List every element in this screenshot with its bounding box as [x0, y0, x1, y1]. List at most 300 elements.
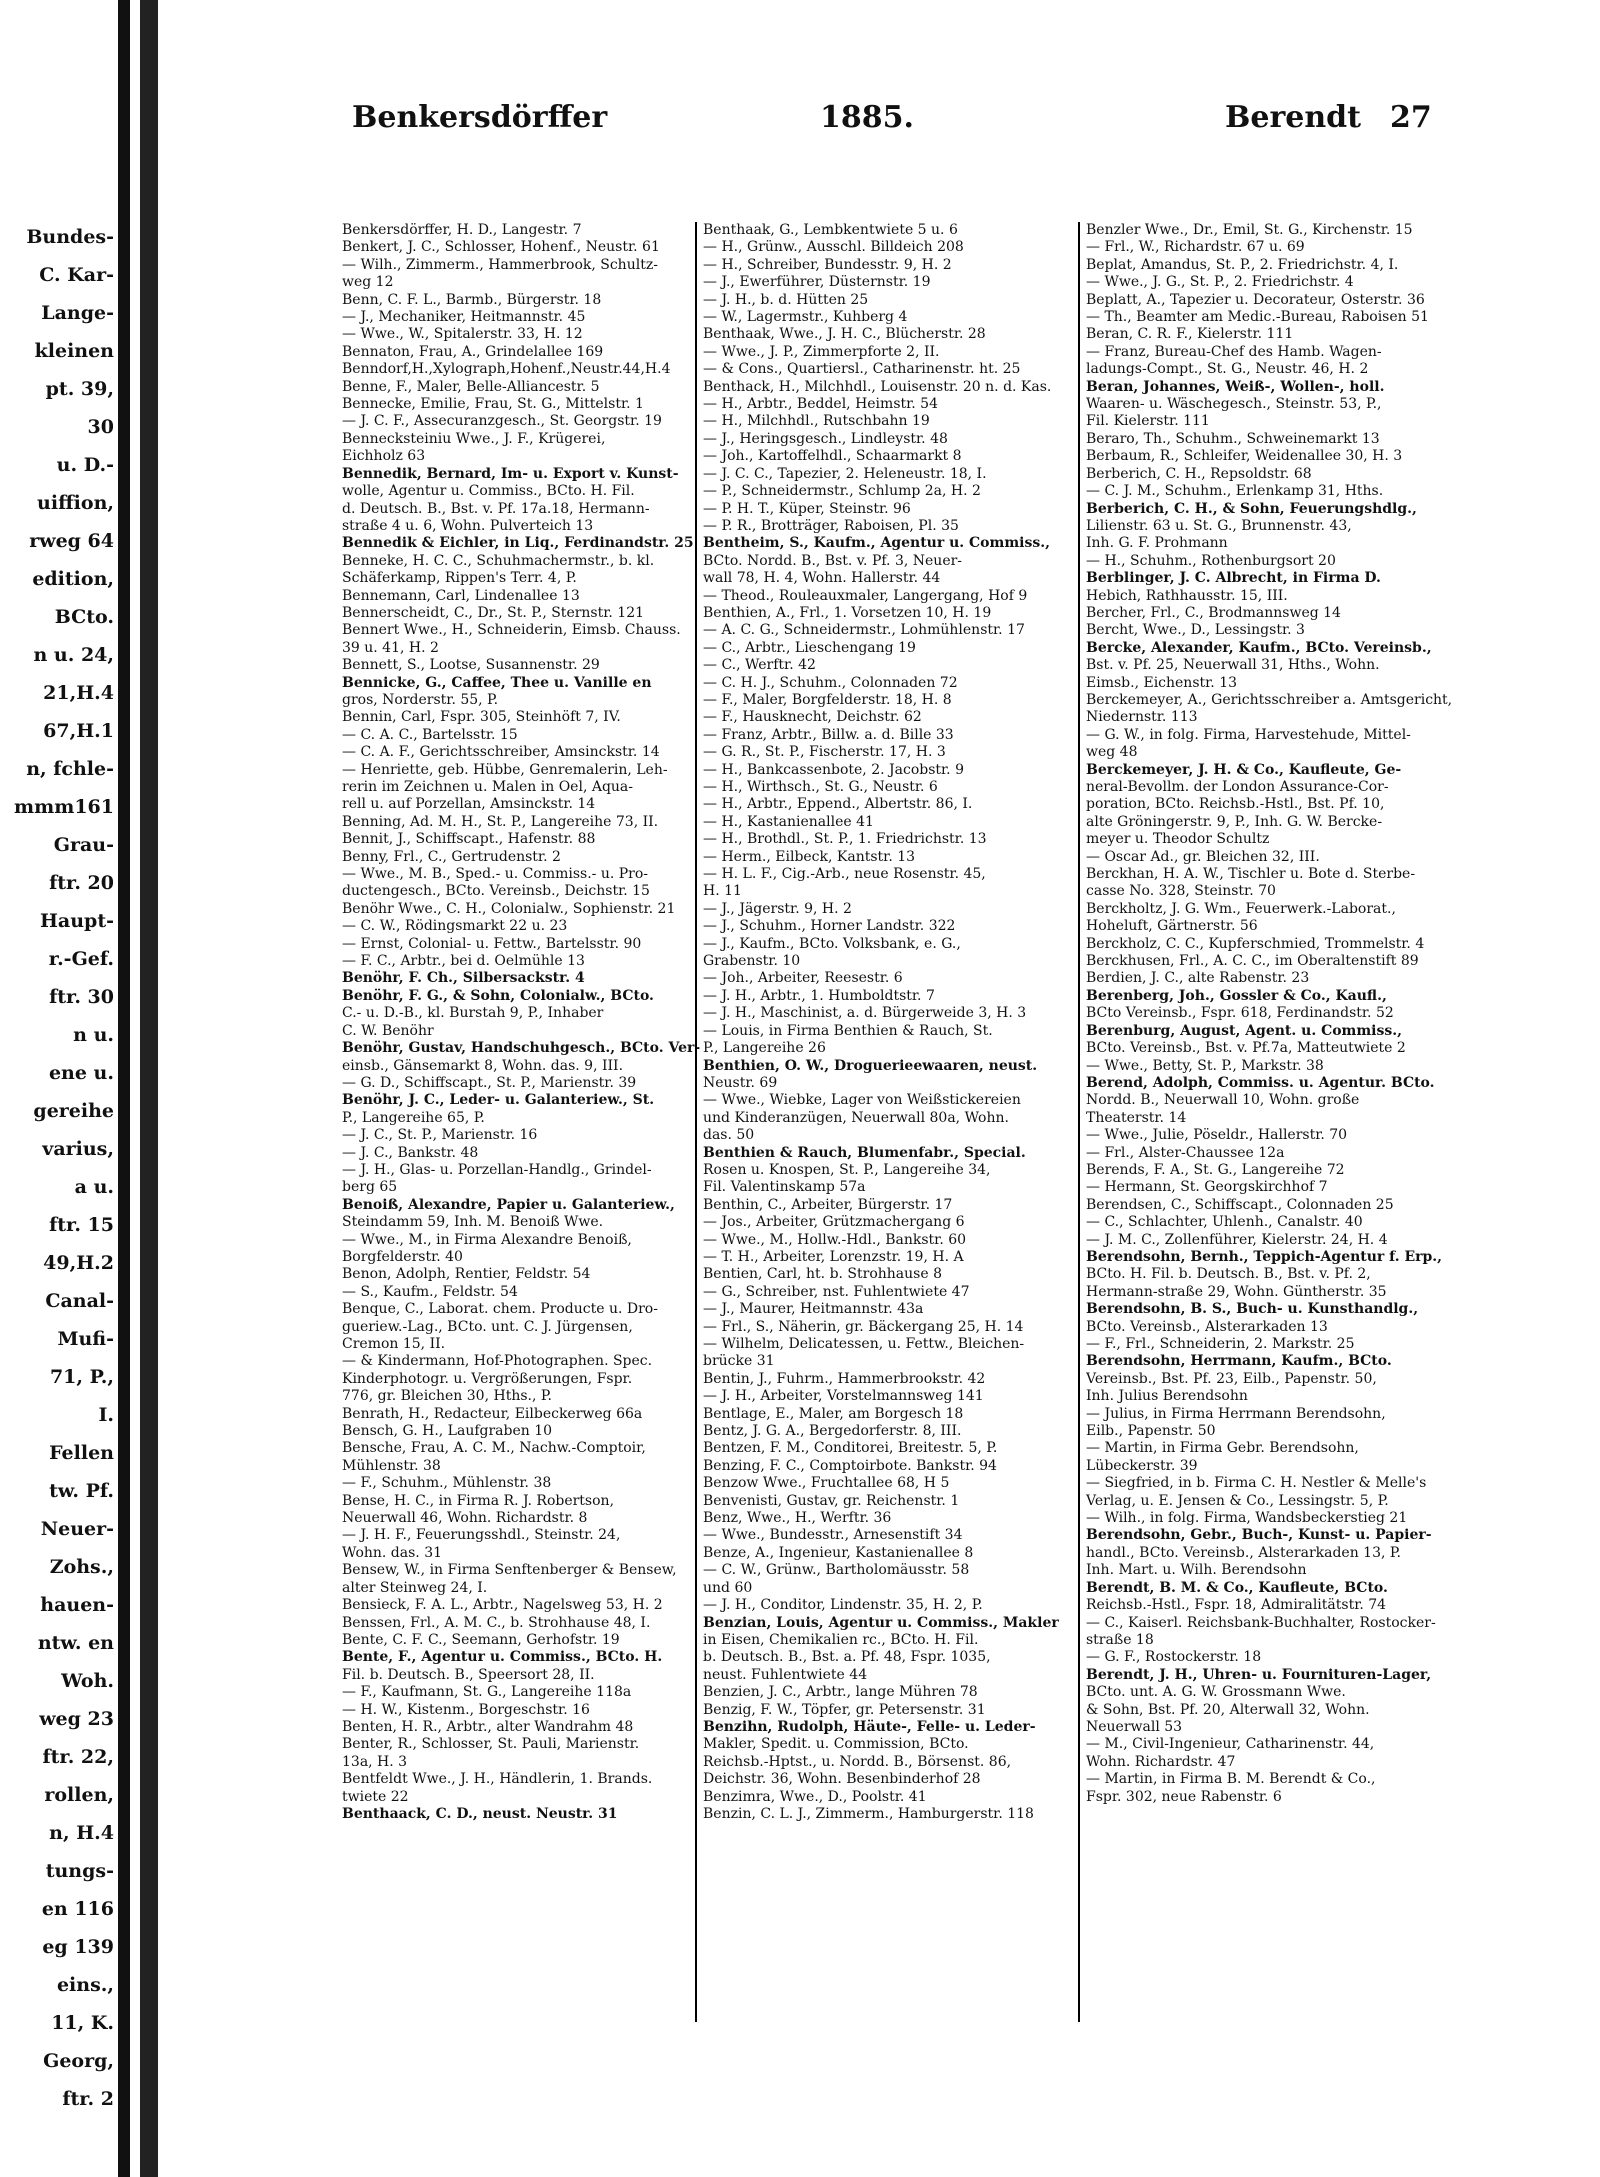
directory-entry: — A. C. G., Schneidermstr., Lohmühlenstr. 17 — [703, 622, 1025, 639]
directory-entry: Deichstr. 36, Wohn. Besenbinderhof 28 — [703, 1771, 981, 1788]
directory-entry: — W., Lagermstr., Kuhberg 4 — [703, 309, 908, 326]
directory-entry: — Jos., Arbeiter, Grützmachergang 6 — [703, 1214, 965, 1231]
directory-entry: brücke 31 — [703, 1353, 775, 1370]
directory-entry: Benten, H. R., Arbtr., alter Wandrahm 48 — [342, 1718, 634, 1735]
directory-entry: und Kinderanzügen, Neuerwall 80a, Wohn. — [703, 1109, 1009, 1126]
previous-page-fragment: weg 23 — [39, 1708, 114, 1730]
header-right-catchword: Berendt — [1225, 100, 1361, 135]
previous-page-fragment: Haupt- — [39, 910, 114, 932]
directory-entry: Benssen, Frl., A. M. C., b. Strohhause 48, I. — [342, 1614, 651, 1631]
directory-entry: Eichholz 63 — [342, 448, 426, 465]
directory-entry: Benzow Wwe., Fruchtallee 68, H 5 — [703, 1475, 950, 1492]
directory-entry: Wohn. das. 31 — [342, 1544, 443, 1561]
previous-page-fragment: n u. 24, — [33, 644, 114, 666]
directory-entry: Bennedik, Bernard, Im- u. Export v. Kunst- — [342, 465, 679, 482]
previous-page-fragment: eins., — [56, 1974, 114, 1996]
directory-entry: Benvenisti, Gustav, gr. Reichenstr. 1 — [703, 1492, 960, 1509]
directory-entry: Rosen u. Knospen, St. P., Langereihe 34, — [703, 1161, 991, 1178]
previous-page-fragment: ftr. 22, — [42, 1746, 114, 1768]
directory-entry: 13a, H. 3 — [342, 1753, 408, 1770]
directory-entry: — Wwe., J. G., St. P., 2. Friedrichstr. 4 — [1086, 274, 1354, 291]
previous-page-fragment: BCto. — [54, 606, 114, 628]
directory-entry: Fil. Kielerstr. 111 — [1086, 413, 1210, 430]
directory-entry: Bennaton, Frau, A., Grindelallee 169 — [342, 343, 604, 360]
directory-entry: — J. H., Maschinist, a. d. Bürgerweide 3, H. 3 — [703, 1005, 1027, 1022]
directory-entry: Fil. Valentinskamp 57a — [703, 1179, 866, 1196]
directory-entry: — C., Werftr. 42 — [703, 657, 816, 674]
directory-entry: weg 48 — [1086, 744, 1138, 761]
previous-page-fragment: ftr. 20 — [49, 872, 114, 894]
directory-entry: Reichsb.-Hstl., Fspr. 18, Admiralitätstr. 74 — [1086, 1597, 1387, 1614]
directory-entry: gros, Norderstr. 55, P. — [342, 691, 499, 708]
directory-entry: BCto Vereinsb., Fspr. 618, Ferdinandstr. 52 — [1086, 1005, 1394, 1022]
previous-page-fragment: Georg, — [43, 2050, 114, 2072]
directory-entry: Theaterstr. 14 — [1086, 1109, 1187, 1126]
directory-entry: — Wwe., M. B., Sped.- u. Commiss.- u. Pro- — [342, 866, 649, 883]
directory-entry: Benthaak, G., Lembkentwiete 5 u. 6 — [703, 222, 958, 238]
previous-page-fragment: eg 139 — [42, 1936, 114, 1958]
directory-entry: Bentfeldt Wwe., J. H., Händlerin, 1. Brands. — [342, 1771, 653, 1788]
directory-entry: ductengesch., BCto. Vereinsb., Deichstr. 15 — [342, 883, 650, 900]
previous-page-fragment: 71, P., — [49, 1366, 114, 1388]
directory-entry: straße 4 u. 6, Wohn. Pulverteich 13 — [342, 517, 594, 534]
directory-entry: Benzler Wwe., Dr., Emil, St. G., Kirchenstr. 15 — [1086, 222, 1413, 238]
directory-entry: Benöhr, F. Ch., Silbersackstr. 4 — [342, 970, 585, 987]
directory-entry: P., Langereihe 65, P. — [342, 1109, 485, 1126]
previous-page-fragment: Woh. — [61, 1670, 114, 1692]
directory-entry: — C. W., Grünw., Bartholomäusstr. 58 — [703, 1562, 970, 1579]
directory-entry: Benze, A., Ingenieur, Kastanienallee 8 — [703, 1544, 974, 1561]
directory-entry: — T. H., Arbeiter, Lorenzstr. 19, H. A — [703, 1248, 964, 1265]
directory-entry: Benning, Ad. M. H., St. P., Langereihe 73, II. — [342, 813, 659, 830]
directory-entry: Bente, C. F. C., Seemann, Gerhofstr. 19 — [342, 1631, 620, 1648]
directory-entry: — M., Civil-Ingenieur, Catharinenstr. 44, — [1086, 1736, 1375, 1753]
directory-entry: Benz, Wwe., H., Werftr. 36 — [703, 1510, 892, 1527]
directory-entry: berg 65 — [342, 1179, 398, 1196]
directory-entry: — G. D., Schiffscapt., St. P., Marienstr. 39 — [342, 1074, 637, 1091]
directory-entry: Berend, Adolph, Commiss. u. Agentur. BCto. — [1086, 1074, 1435, 1091]
directory-entry: Bennecksteiniu Wwe., J. F., Krügerei, — [342, 430, 606, 447]
directory-entry: — Martin, in Firma Gebr. Berendsohn, — [1086, 1440, 1359, 1457]
directory-entry: Berckholz, C. C., Kupferschmied, Trommelstr. 4 — [1086, 935, 1425, 952]
directory-entry: Benöhr Wwe., C. H., Colonialw., Sophienstr. 21 — [342, 900, 676, 917]
directory-entry: Grabenstr. 10 — [703, 953, 801, 970]
directory-entry: Benzin, C. L. J., Zimmerm., Hamburgerstr. 118 — [703, 1805, 1034, 1822]
previous-page-fragment: rweg 64 — [29, 530, 114, 552]
directory-entry: — Wwe., M., in Firma Alexandre Benoiß, — [342, 1231, 632, 1248]
directory-entry: Benzihn, Rudolph, Häute-, Felle- u. Leder- — [703, 1718, 1036, 1735]
directory-column-right — [1078, 222, 1466, 2022]
directory-entry: Bennicke, G., Caffee, Thee u. Vanille en — [342, 674, 652, 691]
directory-entry: — Wwe., M., Hollw.-Hdl., Bankstr. 60 — [703, 1231, 967, 1248]
directory-entry: Bensieck, F. A. L., Arbtr., Nagelsweg 53, H. 2 — [342, 1597, 663, 1614]
directory-entry: Benzing, F. C., Comptoirbote. Bankstr. 94 — [703, 1457, 997, 1474]
directory-entry: — C. A. F., Gerichtsschreiber, Amsinckstr. 14 — [342, 744, 660, 761]
directory-entry: Benon, Adolph, Rentier, Feldstr. 54 — [342, 1266, 591, 1283]
directory-entry: b. Deutsch. B., Bst. a. Pf. 48, Fspr. 1035, — [703, 1649, 991, 1666]
directory-entry: — J. C., St. P., Marienstr. 16 — [342, 1127, 538, 1144]
previous-page-fragment: 11, K. — [51, 2012, 114, 2034]
directory-entry: Berendsen, C., Schiffscapt., Colonnaden 25 — [1086, 1196, 1394, 1213]
directory-entry: Benter, R., Schlosser, St. Pauli, Marienstr. — [342, 1736, 640, 1753]
directory-entry: Bentzen, F. M., Conditorei, Breitestr. 5, P. — [703, 1440, 998, 1457]
directory-entry: Benthaack, C. D., neust. Neustr. 31 — [342, 1805, 618, 1822]
directory-entry: Vereinsb., Bst. Pf. 23, Eilb., Papenstr. 50, — [1086, 1370, 1377, 1387]
directory-entry: — Theod., Rouleauxmaler, Langergang, Hof 9 — [703, 587, 1028, 604]
directory-entry: — H., Schuhm., Rothenburgsort 20 — [1086, 552, 1336, 569]
directory-entry: — Wilh., in folg. Firma, Wandsbeckerstieg 21 — [1086, 1510, 1408, 1527]
previous-page-fragment: varius, — [42, 1138, 114, 1160]
previous-page-fragment: uiffion, — [37, 492, 114, 514]
directory-entry: Hoheluft, Gärtnerstr. 56 — [1086, 918, 1258, 935]
directory-entry: — & Cons., Quartiersl., Catharinenstr. ht. 25 — [703, 361, 1021, 378]
previous-page-fragment: ftr. 30 — [49, 986, 114, 1008]
directory-entry: — P. H. T., Küper, Steinstr. 96 — [703, 500, 911, 517]
directory-entry: Bentheim, S., Kaufm., Agentur u. Commiss., — [703, 535, 1050, 552]
directory-entry: Eilb., Papenstr. 50 — [1086, 1423, 1216, 1440]
directory-entry: Benzian, Louis, Agentur u. Commiss., Makler — [703, 1614, 1059, 1631]
directory-entry: C.- u. D.-B., kl. Burstah 9, P., Inhaber — [342, 1005, 604, 1022]
directory-entry: Neustr. 69 — [703, 1074, 778, 1091]
directory-entry: Bercke, Alexander, Kaufm., BCto. Vereinsb., — [1086, 639, 1432, 656]
directory-entry: Berendt, J. H., Uhren- u. Fournituren-Lager, — [1086, 1666, 1432, 1683]
directory-entry: Berberich, C. H., & Sohn, Feuerungshdlg., — [1086, 500, 1417, 517]
directory-entry: Benöhr, Gustav, Handschuhgesch., BCto. Ver- — [342, 1040, 701, 1057]
directory-entry: — H., Bankcassenbote, 2. Jacobstr. 9 — [703, 761, 964, 778]
directory-entry: Berckemeyer, A., Gerichtsschreiber a. Amtsgericht, — [1086, 691, 1453, 708]
directory-entry: Bennedik & Eichler, in Liq., Ferdinandstr. 25 — [342, 535, 694, 552]
directory-entry: — S., Kaufm., Feldstr. 54 — [342, 1283, 518, 1300]
directory-entry: Beran, Johannes, Weiß-, Wollen-, holl. — [1086, 378, 1385, 395]
directory-entry: — J. H., Arbtr., 1. Humboldtstr. 7 — [703, 987, 935, 1004]
directory-entry: Benzig, F. W., Töpfer, gr. Petersenstr. 31 — [703, 1701, 986, 1718]
directory-entry: — J. M. C., Zollenführer, Kielerstr. 24, H. 4 — [1086, 1231, 1388, 1248]
previous-page-fragment: Neuer- — [40, 1518, 114, 1540]
directory-entry: — H., Schreiber, Bundesstr. 9, H. 2 — [703, 256, 952, 273]
directory-entry: Bercht, Wwe., D., Lessingstr. 3 — [1086, 622, 1305, 639]
directory-entry: — Wwe., J. P., Zimmerpforte 2, II. — [703, 343, 940, 360]
directory-entry: — Wwe., Betty, St. P., Markstr. 38 — [1086, 1057, 1324, 1074]
directory-entry: Benöhr, J. C., Leder- u. Galanteriew., St. — [342, 1092, 655, 1109]
directory-entry: — Ernst, Colonial- u. Fettw., Bartelsstr. 90 — [342, 935, 642, 952]
directory-entry: — J., Heringsgesch., Lindleystr. 48 — [703, 430, 948, 447]
directory-entry: Bense, H. C., in Firma R. J. Robertson, — [342, 1492, 615, 1509]
previous-page-fragment: 21,H.4 — [43, 682, 114, 704]
directory-entry: rell u. auf Porzellan, Amsinckstr. 14 — [342, 796, 596, 813]
directory-entry: — J. C. F., Assecuranzgesch., St. Georgstr. 19 — [342, 413, 662, 430]
directory-entry: — Frl., S., Näherin, gr. Bäckergang 25, H. 14 — [703, 1318, 1024, 1335]
directory-entry: Berberich, C. H., Repsoldstr. 68 — [1086, 465, 1312, 482]
directory-entry: Berckholtz, J. G. Wm., Feuerwerk.-Laborat., — [1086, 900, 1396, 917]
directory-entry: — C. J. M., Schuhm., Erlenkamp 31, Hths. — [1086, 483, 1384, 500]
previous-page-fragment: 30 — [87, 416, 114, 438]
directory-entry: — H. W., Kistenm., Borgeschstr. 16 — [342, 1701, 590, 1718]
previous-page-fragment: Mufi- — [57, 1328, 114, 1350]
directory-entry: — Frl., Alster-Chaussee 12a — [1086, 1144, 1285, 1161]
directory-entry: — J., Kaufm., BCto. Volksbank, e. G., — [703, 935, 961, 952]
previous-page-fragment: gereihe — [33, 1100, 114, 1122]
directory-entry: — J., Jägerstr. 9, H. 2 — [703, 900, 852, 917]
directory-entry: — J., Ewerführer, Düsternstr. 19 — [703, 274, 931, 291]
directory-entry: Berenburg, August, Agent. u. Commiss., — [1086, 1022, 1403, 1039]
directory-entry: — Louis, in Firma Benthien & Rauch, St. — [703, 1022, 993, 1039]
directory-entry: Benoiß, Alexandre, Papier u. Galanteriew., — [342, 1196, 675, 1213]
directory-entry: Benthack, H., Milchhdl., Louisenstr. 20 n. d. Kas. — [703, 378, 1052, 395]
directory-entry: H. 11 — [703, 883, 742, 900]
previous-page-fragment: C. Kar- — [39, 264, 114, 286]
directory-entry: meyer u. Theodor Schultz — [1086, 831, 1270, 848]
directory-entry: straße 18 — [1086, 1631, 1154, 1648]
directory-entry: Benthien, O. W., Droguerieewaaren, neust. — [703, 1057, 1038, 1074]
previous-page-fragment: Canal- — [45, 1290, 114, 1312]
previous-page-fragment: edition, — [32, 568, 114, 590]
directory-entry: — H., Arbtr., Eppend., Albertstr. 86, I. — [703, 796, 973, 813]
directory-entry: Inh. Mart. u. Wilh. Berendsohn — [1086, 1562, 1307, 1579]
directory-entry: — H., Kastanienallee 41 — [703, 813, 874, 830]
directory-entry: Benrath, H., Redacteur, Eilbeckerweg 66a — [342, 1405, 643, 1422]
previous-page-fragment: Fellen — [49, 1442, 114, 1464]
directory-entry: Benthaak, Wwe., J. H. C., Blücherstr. 28 — [703, 326, 986, 343]
directory-entry: Bensche, Frau, A. C. M., Nachw.-Comptoir, — [342, 1440, 646, 1457]
directory-entry: — C. A. C., Bartelsstr. 15 — [342, 726, 518, 743]
directory-entry: — Franz, Bureau-Chef des Hamb. Wagen- — [1086, 343, 1382, 360]
directory-entry: Benny, Frl., C., Gertrudenstr. 2 — [342, 848, 561, 865]
directory-entry: 39 u. 41, H. 2 — [342, 639, 439, 656]
directory-entry: Beplatt, A., Tapezier u. Decorateur, Osterstr. 36 — [1086, 291, 1425, 308]
directory-entry: neral-Bevollm. der London Assurance-Cor- — [1086, 779, 1389, 795]
directory-entry: Benkersdörffer, H. D., Langestr. 7 — [342, 222, 582, 238]
directory-entry: — C. H. J., Schuhm., Colonnaden 72 — [703, 674, 958, 691]
directory-entry: poration, BCto. Reichsb.-Hstl., Bst. Pf. 10, — [1086, 796, 1385, 813]
previous-page-fragment: Lange- — [41, 302, 114, 324]
directory-entry: Benneke, H. C. C., Schuhmachermstr., b. kl. — [342, 552, 655, 569]
directory-entry: Berendsohn, B. S., Buch- u. Kunsthandlg., — [1086, 1301, 1419, 1318]
directory-entry: — F. C., Arbtr., bei d. Oelmühle 13 — [342, 953, 585, 970]
directory-entry: Waaren- u. Wäschegesch., Steinstr. 53, P., — [1086, 396, 1382, 413]
directory-entry: handl., BCto. Vereinsb., Alsterarkaden 13, P. — [1086, 1544, 1401, 1561]
directory-entry: Bentz, J. G. A., Bergedorferstr. 8, III. — [703, 1423, 962, 1440]
directory-entry: Berendt, B. M. & Co., Kaufleute, BCto. — [1086, 1579, 1388, 1596]
directory-entry: — C., Kaiserl. Reichsbank-Buchhalter, Rostocker- — [1086, 1614, 1436, 1631]
previous-page-fragment: Grau- — [53, 834, 114, 856]
previous-page-fragment: ftr. 15 — [49, 1214, 114, 1236]
directory-entry: Bennecke, Emilie, Frau, St. G., Mittelstr. 1 — [342, 396, 644, 413]
directory-entry: Benthien & Rauch, Blumenfabr., Special. — [703, 1144, 1026, 1161]
directory-entry: — Oscar Ad., gr. Bleichen 32, III. — [1086, 848, 1320, 865]
directory-entry: — J., Maurer, Heitmannstr. 43a — [703, 1301, 924, 1318]
directory-entry: Benkert, J. C., Schlosser, Hohenf., Neustr. 61 — [342, 239, 660, 256]
directory-entry: — H., Grünw., Ausschl. Billdeich 208 — [703, 239, 964, 256]
directory-entry: — Wwe., Julie, Pöseldr., Hallerstr. 70 — [1086, 1127, 1348, 1144]
directory-entry: Beplat, Amandus, St. P., 2. Friedrichstr. 4, I. — [1086, 256, 1399, 273]
directory-entry: Bst. v. Pf. 25, Neuerwall 31, Hths., Wohn. — [1086, 657, 1380, 674]
previous-page-fragment: mmm161 — [14, 796, 114, 818]
previous-page-fragment: ene u. — [48, 1062, 114, 1084]
directory-entry: und 60 — [703, 1579, 753, 1596]
directory-entry: — Th., Beamter am Medic.-Bureau, Raboisen 51 — [1086, 309, 1429, 326]
directory-entry: neust. Fuhlentwiete 44 — [703, 1666, 868, 1683]
directory-entry: casse No. 328, Steinstr. 70 — [1086, 883, 1276, 900]
directory-entry: — Wilhelm, Delicatessen, u. Fettw., Bleichen- — [703, 1336, 1025, 1352]
previous-page-fragment: en 116 — [41, 1898, 114, 1920]
directory-entry: — G. F., Rostockerstr. 18 — [1086, 1649, 1262, 1666]
directory-entry: — J., Schuhm., Horner Landstr. 322 — [703, 918, 956, 935]
directory-entry: — Wilh., Zimmerm., Hammerbrook, Schultz- — [342, 256, 658, 273]
directory-entry: — H., Wirthsch., St. G., Neustr. 6 — [703, 779, 938, 795]
directory-entry: Benndorf,H.,Xylograph,Hohenf.,Neustr.44,H.4 — [342, 361, 671, 378]
directory-entry: BCto. Vereinsb., Bst. v. Pf.7a, Matteutwiete 2 — [1086, 1040, 1406, 1057]
directory-entry: wolle, Agentur u. Commiss., BCto. H. Fil. — [342, 483, 635, 500]
previous-page-fragment: n, fchle- — [26, 758, 114, 780]
directory-entry: Inh. Julius Berendsohn — [1086, 1388, 1248, 1405]
previous-page-fragment: tw. Pf. — [49, 1480, 114, 1502]
header-year: 1885. — [820, 100, 914, 135]
directory-entry: Bente, F., Agentur u. Commiss., BCto. H. — [342, 1649, 663, 1666]
directory-entry: BCto. Nordd. B., Bst. v. Pf. 3, Neuer- — [703, 552, 963, 569]
directory-entry: Niedernstr. 113 — [1086, 709, 1198, 726]
previous-page-fragment: ntw. en — [37, 1632, 114, 1654]
previous-page-fragment: I. — [98, 1404, 114, 1426]
directory-entry: — J. H., Conditor, Lindenstr. 35, H. 2, P. — [703, 1597, 983, 1614]
previous-page-fragment: a u. — [74, 1176, 114, 1198]
directory-entry: Neuerwall 46, Wohn. Richardstr. 8 — [342, 1510, 588, 1527]
directory-entry: Verlag, u. E. Jensen & Co., Lessingstr. 5, P. — [1086, 1492, 1389, 1509]
directory-entry: twiete 22 — [342, 1788, 409, 1805]
directory-entry: Lilienstr. 63 u. St. G., Brunnenstr. 43, — [1086, 517, 1352, 534]
directory-entry: — Martin, in Firma B. M. Berendt & Co., — [1086, 1771, 1376, 1788]
directory-entry: Bercher, Frl., C., Brodmannsweg 14 — [1086, 604, 1341, 621]
directory-entry: Berckhusen, Frl., A. C. C., im Oberaltenstift 89 — [1086, 953, 1419, 970]
previous-page-fragment: u. D.- — [56, 454, 114, 476]
directory-entry: — J., Mechaniker, Heitmannstr. 45 — [342, 309, 586, 326]
directory-entry: Schäferkamp, Rippen's Terr. 4, P. — [342, 570, 577, 587]
directory-entry: — Wwe., Wiebke, Lager von Weißstickereien — [703, 1092, 1021, 1109]
previous-page-fragment: n, H.4 — [49, 1822, 114, 1844]
directory-entry: — Wwe., Bundesstr., Arnesenstift 34 — [703, 1527, 963, 1544]
directory-entry: C. W. Benöhr — [342, 1022, 434, 1039]
page-number: 27 — [1390, 100, 1432, 135]
directory-entry: Borgfelderstr. 40 — [342, 1248, 463, 1265]
previous-page-fragment: r.-Gef. — [48, 948, 114, 970]
directory-entry: — F., Hausknecht, Deichstr. 62 — [703, 709, 922, 726]
directory-entry: — Joh., Kartoffelhdl., Schaarmarkt 8 — [703, 448, 962, 465]
directory-entry: Benn, C. F. L., Barmb., Bürgerstr. 18 — [342, 291, 602, 308]
directory-entry: BCto. H. Fil. b. Deutsch. B., Bst. v. Pf. 2, — [1086, 1266, 1371, 1283]
directory-entry: Bentin, J., Fuhrm., Hammerbrookstr. 42 — [703, 1370, 986, 1387]
directory-entry: Berckemeyer, J. H. & Co., Kaufleute, Ge- — [1086, 761, 1402, 778]
directory-entry: — G. R., St. P., Fischerstr. 17, H. 3 — [703, 744, 946, 761]
directory-entry: Benzien, J. C., Arbtr., lange Mühren 78 — [703, 1684, 978, 1701]
directory-entry: — H., Milchhdl., Rutschbahn 19 — [703, 413, 930, 430]
directory-entry: — Joh., Arbeiter, Reesestr. 6 — [703, 970, 903, 987]
directory-entry: — G. W., in folg. Firma, Harvestehude, Mittel- — [1086, 726, 1411, 743]
directory-entry: Bennert Wwe., H., Schneiderin, Eimsb. Chauss. — [342, 622, 681, 639]
previous-page-fragment: 49,H.2 — [43, 1252, 114, 1274]
directory-entry: — J. C., Bankstr. 48 — [342, 1144, 479, 1161]
directory-entry: — C. W., Rödingsmarkt 22 u. 23 — [342, 918, 568, 935]
directory-entry: Hebich, Rathhausstr. 15, III. — [1086, 587, 1288, 604]
directory-entry: — C., Schlachter, Uhlenh., Canalstr. 40 — [1086, 1214, 1363, 1231]
directory-entry: Steindamm 59, Inh. M. Benoiß Wwe. — [342, 1214, 604, 1231]
directory-entry: Berdien, J. C., alte Rabenstr. 23 — [1086, 970, 1310, 987]
directory-entry: — F., Kaufmann, St. G., Langereihe 118a — [342, 1684, 632, 1701]
directory-entry: Berends, F. A., St. G., Langereihe 72 — [1086, 1161, 1345, 1178]
directory-entry: gueriew.-Lag., BCto. unt. C. J. Jürgensen, — [342, 1318, 633, 1335]
header-left-catchword: Benkersdörffer — [352, 100, 608, 135]
directory-entry: Fspr. 302, neue Rabenstr. 6 — [1086, 1788, 1282, 1805]
previous-page-fragment: 67,H.1 — [43, 720, 114, 742]
directory-column-left — [342, 222, 742, 2022]
book-gutter — [118, 0, 158, 2177]
directory-entry: alte Gröningerstr. 9, P., Inh. G. W. Bercke- — [1086, 813, 1383, 830]
directory-entry: Berendsohn, Herrmann, Kaufm., BCto. — [1086, 1353, 1392, 1370]
previous-page-fragment: kleinen — [34, 340, 114, 362]
directory-entry: — J. H. F., Feuerungsshdl., Steinstr. 24, — [342, 1527, 621, 1544]
directory-entry: Bentien, Carl, ht. b. Strohhause 8 — [703, 1266, 942, 1283]
directory-column-middle — [695, 222, 1075, 2022]
directory-entry: Hermann-straße 29, Wohn. Güntherstr. 35 — [1086, 1283, 1387, 1300]
directory-entry: — F., Maler, Borgfelderstr. 18, H. 8 — [703, 691, 952, 708]
directory-entry: Eimsb., Eichenstr. 13 — [1086, 674, 1238, 691]
directory-entry: in Eisen, Chemikalien rc., BCto. H. Fil. — [703, 1631, 979, 1648]
directory-entry: — F., Schuhm., Mühlenstr. 38 — [342, 1475, 552, 1492]
directory-entry: weg 12 — [342, 274, 394, 291]
directory-entry: — C., Arbtr., Lieschengang 19 — [703, 639, 916, 656]
previous-page-fragment: Zohs., — [49, 1556, 114, 1578]
directory-entry: — J. H., b. d. Hütten 25 — [703, 291, 869, 308]
directory-entry: Inh. G. F. Prohmann — [1086, 535, 1228, 552]
directory-entry: — P. R., Brotträger, Raboisen, Pl. 35 — [703, 517, 959, 534]
directory-entry: — Herm., Eilbeck, Kantstr. 13 — [703, 848, 916, 865]
directory-entry: — J. H., Glas- u. Porzellan-Handlg., Grindel- — [342, 1161, 652, 1178]
directory-entry: Benque, C., Laborat. chem. Producte u. Dro- — [342, 1301, 658, 1318]
directory-entry: ladungs-Compt., St. G., Neustr. 46, H. 2 — [1086, 361, 1369, 378]
directory-entry: Wohn. Richardstr. 47 — [1086, 1753, 1236, 1770]
directory-entry: Berblinger, J. C. Albrecht, in Firma D. — [1086, 570, 1381, 587]
directory-entry: Bennemann, Carl, Lindenallee 13 — [342, 587, 580, 604]
directory-entry: Kinderphotogr. u. Vergrößerungen, Fspr. — [342, 1370, 633, 1387]
directory-entry: — H., Arbtr., Beddel, Heimstr. 54 — [703, 396, 938, 413]
directory-entry: — & Kindermann, Hof-Photographen. Spec. — [342, 1353, 653, 1370]
directory-entry: — Siegfried, in b. Firma C. H. Nestler & Melle's — [1086, 1475, 1427, 1492]
directory-entry: Mühlenstr. 38 — [342, 1457, 441, 1474]
directory-entry: Beraro, Th., Schuhm., Schweinemarkt 13 — [1086, 430, 1380, 447]
directory-entry: Bensew, W., in Firma Senftenberger & Bensew, — [342, 1562, 677, 1579]
previous-page-fragment: Bundes- — [26, 226, 114, 248]
directory-entry: Reichsb.-Hptst., u. Nordd. B., Börsenst. 86, — [703, 1753, 1012, 1770]
directory-entry: — J. H., Arbeiter, Vorstelmannsweg 141 — [703, 1388, 984, 1405]
directory-entry: — J. C. C., Tapezier, 2. Heleneustr. 18, I. — [703, 465, 987, 482]
directory-entry: 776, gr. Bleichen 30, Hths., P. — [342, 1388, 552, 1405]
directory-entry: alter Steinweg 24, I. — [342, 1579, 488, 1596]
previous-page-fragment: hauen- — [40, 1594, 114, 1616]
directory-entry: — Henriette, geb. Hübbe, Genremalerin, Leh- — [342, 761, 668, 778]
directory-entry: wall 78, H. 4, Wohn. Hallerstr. 44 — [703, 570, 941, 587]
directory-entry: Fil. b. Deutsch. B., Speersort 28, II. — [342, 1666, 595, 1683]
directory-entry: das. 50 — [703, 1127, 755, 1144]
directory-entry: — F., Frl., Schneiderin, 2. Markstr. 25 — [1086, 1336, 1355, 1352]
directory-entry: Berenberg, Joh., Gossler & Co., Kaufl., — [1086, 987, 1387, 1004]
directory-entry: Benthien, A., Frl., 1. Vorsetzen 10, H. 19 — [703, 604, 992, 621]
directory-entry: — H., Brothdl., St. P., 1. Friedrichstr. 13 — [703, 831, 987, 848]
directory-entry: — Julius, in Firma Herrmann Berendsohn, — [1086, 1405, 1386, 1422]
directory-entry: Benzimra, Wwe., D., Poolstr. 41 — [703, 1788, 927, 1805]
directory-entry: Berendsohn, Bernh., Teppich-Agentur f. Erp., — [1086, 1248, 1443, 1265]
directory-entry: Bennin, Carl, Fspr. 305, Steinhöft 7, IV. — [342, 709, 621, 726]
directory-entry: Neuerwall 53 — [1086, 1718, 1183, 1735]
directory-entry: Bennett, S., Lootse, Susannenstr. 29 — [342, 657, 600, 674]
directory-entry: Benthin, C., Arbeiter, Bürgerstr. 17 — [703, 1196, 953, 1213]
